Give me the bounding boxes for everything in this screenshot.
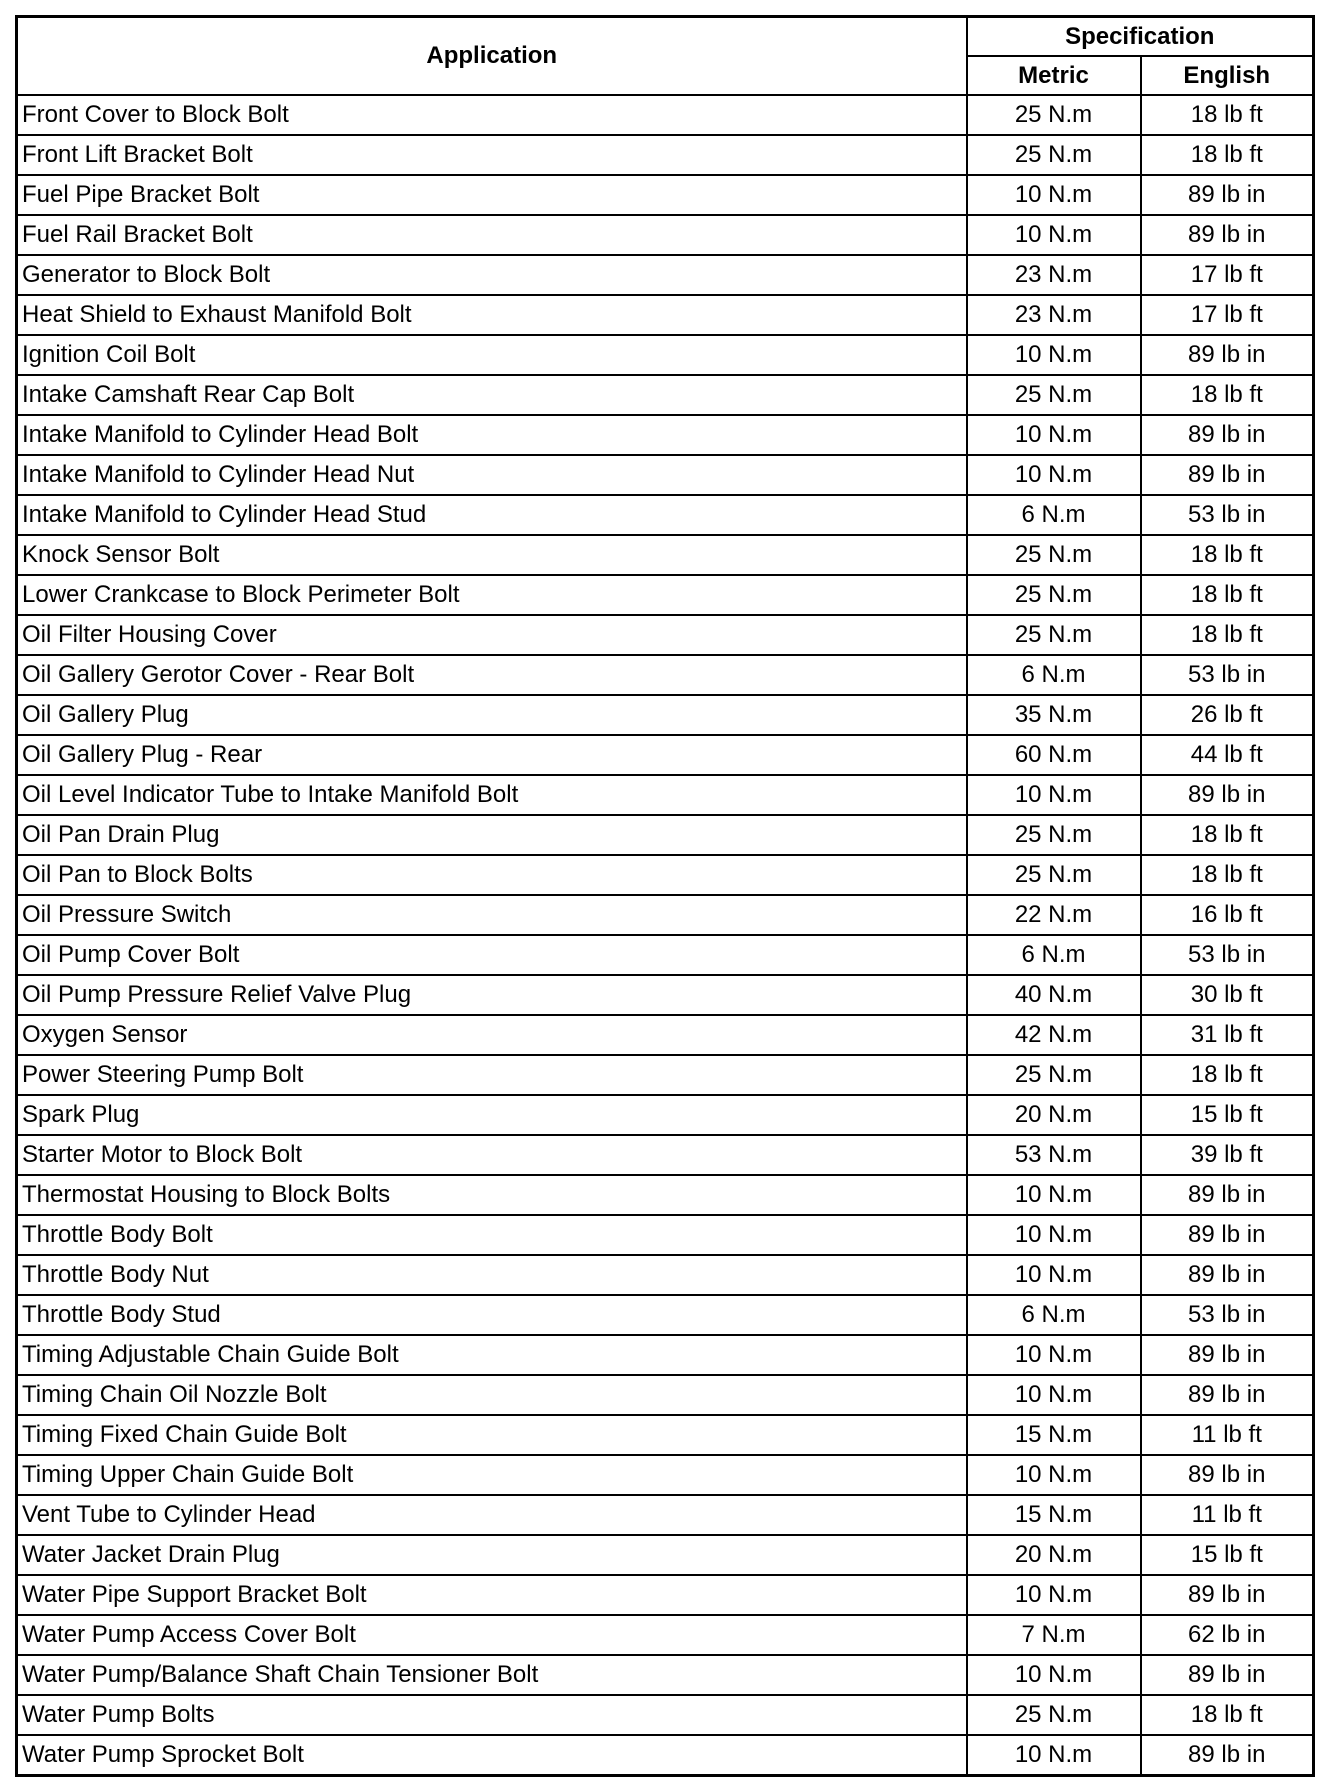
english-value-cell: 89 lb in — [1141, 1375, 1314, 1415]
english-value-cell: 18 lb ft — [1141, 575, 1314, 615]
english-value-cell: 89 lb in — [1141, 455, 1314, 495]
table-row — [17, 695, 1314, 735]
application-cell: Water Pump Bolts — [17, 1695, 967, 1735]
metric-value-cell: 40 N.m — [967, 975, 1141, 1015]
table-row — [17, 1735, 1314, 1776]
english-value-cell: 89 lb in — [1141, 215, 1314, 255]
table-row — [17, 855, 1314, 895]
metric-value-cell: 10 N.m — [967, 1175, 1141, 1215]
application-cell: Generator to Block Bolt — [17, 255, 967, 295]
english-value-cell: 89 lb in — [1141, 335, 1314, 375]
metric-value-cell: 25 N.m — [967, 535, 1141, 575]
english-value-cell: 18 lb ft — [1141, 135, 1314, 175]
table-row — [17, 615, 1314, 655]
metric-value-cell: 15 N.m — [967, 1415, 1141, 1455]
application-cell: Oil Pump Pressure Relief Valve Plug — [17, 975, 967, 1015]
table-row — [17, 455, 1314, 495]
metric-value-cell: 25 N.m — [967, 375, 1141, 415]
table-row — [17, 295, 1314, 335]
application-cell: Intake Manifold to Cylinder Head Nut — [17, 455, 967, 495]
table-row — [17, 655, 1314, 695]
application-cell: Throttle Body Nut — [17, 1255, 967, 1295]
metric-value-cell: 7 N.m — [967, 1615, 1141, 1655]
specification-header: Specification — [967, 17, 1314, 57]
table-row — [17, 895, 1314, 935]
english-value-cell: 89 lb in — [1141, 1735, 1314, 1776]
metric-value-cell: 10 N.m — [967, 455, 1141, 495]
application-cell: Fuel Rail Bracket Bolt — [17, 215, 967, 255]
metric-value-cell: 53 N.m — [967, 1135, 1141, 1175]
english-value-cell: 18 lb ft — [1141, 95, 1314, 135]
english-value-cell: 89 lb in — [1141, 1335, 1314, 1375]
english-value-cell: 89 lb in — [1141, 1455, 1314, 1495]
table-row — [17, 215, 1314, 255]
table-row — [17, 935, 1314, 975]
application-cell: Oil Pump Cover Bolt — [17, 935, 967, 975]
application-cell: Oil Pan Drain Plug — [17, 815, 967, 855]
metric-value-cell: 6 N.m — [967, 495, 1141, 535]
metric-value-cell: 25 N.m — [967, 855, 1141, 895]
metric-value-cell: 10 N.m — [967, 1655, 1141, 1695]
metric-value-cell: 6 N.m — [967, 935, 1141, 975]
table-row — [17, 1055, 1314, 1095]
table-row — [17, 575, 1314, 615]
application-cell: Timing Adjustable Chain Guide Bolt — [17, 1335, 967, 1375]
english-value-cell: 18 lb ft — [1141, 1695, 1314, 1735]
application-cell: Fuel Pipe Bracket Bolt — [17, 175, 967, 215]
english-value-cell: 53 lb in — [1141, 495, 1314, 535]
english-value-cell: 18 lb ft — [1141, 1055, 1314, 1095]
application-cell: Ignition Coil Bolt — [17, 335, 967, 375]
metric-value-cell: 6 N.m — [967, 655, 1141, 695]
english-value-cell: 18 lb ft — [1141, 615, 1314, 655]
metric-value-cell: 25 N.m — [967, 815, 1141, 855]
english-value-cell: 30 lb ft — [1141, 975, 1314, 1015]
metric-value-cell: 10 N.m — [967, 175, 1141, 215]
table-row — [17, 1615, 1314, 1655]
table-row — [17, 335, 1314, 375]
application-cell: Oil Gallery Gerotor Cover - Rear Bolt — [17, 655, 967, 695]
table-row — [17, 95, 1314, 135]
application-cell: Oil Level Indicator Tube to Intake Manifold Bolt — [17, 775, 967, 815]
english-value-cell: 26 lb ft — [1141, 695, 1314, 735]
application-cell: Timing Fixed Chain Guide Bolt — [17, 1415, 967, 1455]
metric-value-cell: 35 N.m — [967, 695, 1141, 735]
torque-spec-table — [15, 15, 1315, 1777]
table-row — [17, 775, 1314, 815]
metric-value-cell: 10 N.m — [967, 775, 1141, 815]
english-value-cell: 18 lb ft — [1141, 815, 1314, 855]
application-cell: Water Jacket Drain Plug — [17, 1535, 967, 1575]
table-row — [17, 175, 1314, 215]
application-cell: Lower Crankcase to Block Perimeter Bolt — [17, 575, 967, 615]
english-header: English — [1141, 56, 1314, 95]
english-value-cell: 16 lb ft — [1141, 895, 1314, 935]
english-value-cell: 89 lb in — [1141, 775, 1314, 815]
application-cell: Starter Motor to Block Bolt — [17, 1135, 967, 1175]
metric-value-cell: 10 N.m — [967, 1735, 1141, 1776]
english-value-cell: 18 lb ft — [1141, 375, 1314, 415]
english-value-cell: 11 lb ft — [1141, 1415, 1314, 1455]
table-row — [17, 1335, 1314, 1375]
english-value-cell: 53 lb in — [1141, 655, 1314, 695]
application-cell: Throttle Body Bolt — [17, 1215, 967, 1255]
table-row — [17, 1415, 1314, 1455]
application-cell: Vent Tube to Cylinder Head — [17, 1495, 967, 1535]
application-cell: Knock Sensor Bolt — [17, 535, 967, 575]
table-row — [17, 375, 1314, 415]
metric-value-cell: 6 N.m — [967, 1295, 1141, 1335]
english-value-cell: 11 lb ft — [1141, 1495, 1314, 1535]
metric-value-cell: 25 N.m — [967, 1695, 1141, 1735]
table-row — [17, 1575, 1314, 1615]
english-value-cell: 62 lb in — [1141, 1615, 1314, 1655]
application-cell: Intake Manifold to Cylinder Head Stud — [17, 495, 967, 535]
metric-value-cell: 15 N.m — [967, 1495, 1141, 1535]
table-row — [17, 135, 1314, 175]
metric-value-cell: 25 N.m — [967, 135, 1141, 175]
application-cell: Timing Upper Chain Guide Bolt — [17, 1455, 967, 1495]
table-row — [17, 1375, 1314, 1415]
metric-value-cell: 42 N.m — [967, 1015, 1141, 1055]
application-cell: Water Pump/Balance Shaft Chain Tensioner Bolt — [17, 1655, 967, 1695]
application-cell: Water Pipe Support Bracket Bolt — [17, 1575, 967, 1615]
english-value-cell: 15 lb ft — [1141, 1095, 1314, 1135]
table-row — [17, 815, 1314, 855]
metric-value-cell: 25 N.m — [967, 95, 1141, 135]
table-row — [17, 1215, 1314, 1255]
header-row-top — [17, 17, 1314, 57]
table-row — [17, 1255, 1314, 1295]
table-row — [17, 1095, 1314, 1135]
table-row — [17, 255, 1314, 295]
metric-value-cell: 60 N.m — [967, 735, 1141, 775]
metric-value-cell: 25 N.m — [967, 615, 1141, 655]
metric-value-cell: 10 N.m — [967, 1375, 1141, 1415]
application-cell: Timing Chain Oil Nozzle Bolt — [17, 1375, 967, 1415]
metric-value-cell: 22 N.m — [967, 895, 1141, 935]
english-value-cell: 44 lb ft — [1141, 735, 1314, 775]
application-cell: Front Lift Bracket Bolt — [17, 135, 967, 175]
metric-value-cell: 25 N.m — [967, 1055, 1141, 1095]
english-value-cell: 31 lb ft — [1141, 1015, 1314, 1055]
metric-value-cell: 20 N.m — [967, 1535, 1141, 1575]
application-cell: Front Cover to Block Bolt — [17, 95, 967, 135]
table-header — [17, 17, 1314, 96]
metric-value-cell: 10 N.m — [967, 215, 1141, 255]
application-cell: Spark Plug — [17, 1095, 967, 1135]
metric-value-cell: 23 N.m — [967, 255, 1141, 295]
table-row — [17, 1495, 1314, 1535]
english-value-cell: 89 lb in — [1141, 175, 1314, 215]
english-value-cell: 39 lb ft — [1141, 1135, 1314, 1175]
metric-value-cell: 20 N.m — [967, 1095, 1141, 1135]
application-cell: Oil Gallery Plug - Rear — [17, 735, 967, 775]
metric-value-cell: 10 N.m — [967, 1215, 1141, 1255]
metric-value-cell: 10 N.m — [967, 1455, 1141, 1495]
english-value-cell: 15 lb ft — [1141, 1535, 1314, 1575]
application-cell: Oxygen Sensor — [17, 1015, 967, 1055]
metric-value-cell: 10 N.m — [967, 1255, 1141, 1295]
table-row — [17, 975, 1314, 1015]
english-value-cell: 89 lb in — [1141, 1575, 1314, 1615]
table-row — [17, 1135, 1314, 1175]
english-value-cell: 17 lb ft — [1141, 295, 1314, 335]
english-value-cell: 18 lb ft — [1141, 535, 1314, 575]
english-value-cell: 89 lb in — [1141, 1255, 1314, 1295]
application-cell: Oil Pressure Switch — [17, 895, 967, 935]
table-row — [17, 495, 1314, 535]
application-cell: Water Pump Sprocket Bolt — [17, 1735, 967, 1776]
table-row — [17, 1015, 1314, 1055]
application-cell: Thermostat Housing to Block Bolts — [17, 1175, 967, 1215]
metric-value-cell: 23 N.m — [967, 295, 1141, 335]
metric-header: Metric — [967, 56, 1141, 95]
table-body — [17, 95, 1314, 1776]
english-value-cell: 53 lb in — [1141, 1295, 1314, 1335]
table-row — [17, 535, 1314, 575]
table-row — [17, 1295, 1314, 1335]
table-row — [17, 1695, 1314, 1735]
table-row — [17, 415, 1314, 455]
metric-value-cell: 10 N.m — [967, 1575, 1141, 1615]
metric-value-cell: 25 N.m — [967, 575, 1141, 615]
english-value-cell: 89 lb in — [1141, 1215, 1314, 1255]
table-row — [17, 1455, 1314, 1495]
application-cell: Power Steering Pump Bolt — [17, 1055, 967, 1095]
application-cell: Oil Filter Housing Cover — [17, 615, 967, 655]
metric-value-cell: 10 N.m — [967, 335, 1141, 375]
english-value-cell: 89 lb in — [1141, 1175, 1314, 1215]
table-row — [17, 735, 1314, 775]
application-cell: Throttle Body Stud — [17, 1295, 967, 1335]
english-value-cell: 89 lb in — [1141, 1655, 1314, 1695]
application-cell: Water Pump Access Cover Bolt — [17, 1615, 967, 1655]
metric-value-cell: 10 N.m — [967, 415, 1141, 455]
english-value-cell: 17 lb ft — [1141, 255, 1314, 295]
application-header: Application — [17, 17, 967, 96]
application-cell: Oil Gallery Plug — [17, 695, 967, 735]
table-row — [17, 1535, 1314, 1575]
english-value-cell: 18 lb ft — [1141, 855, 1314, 895]
application-cell: Intake Manifold to Cylinder Head Bolt — [17, 415, 967, 455]
english-value-cell: 89 lb in — [1141, 415, 1314, 455]
application-cell: Heat Shield to Exhaust Manifold Bolt — [17, 295, 967, 335]
application-cell: Oil Pan to Block Bolts — [17, 855, 967, 895]
metric-value-cell: 10 N.m — [967, 1335, 1141, 1375]
table-row — [17, 1655, 1314, 1695]
application-cell: Intake Camshaft Rear Cap Bolt — [17, 375, 967, 415]
table-row — [17, 1175, 1314, 1215]
english-value-cell: 53 lb in — [1141, 935, 1314, 975]
